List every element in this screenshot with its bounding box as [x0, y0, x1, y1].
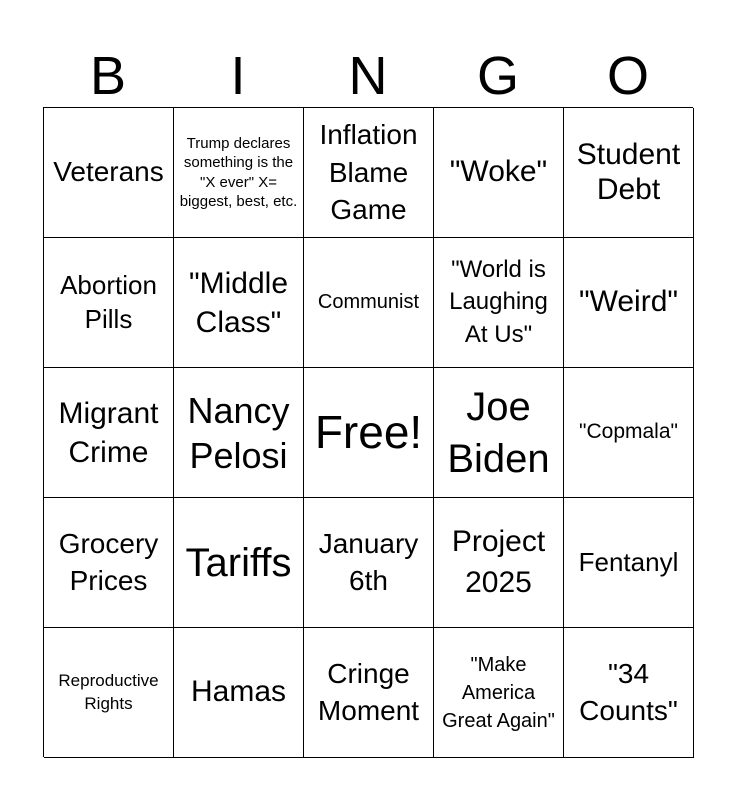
- cell-text: Fentanyl: [578, 546, 679, 577]
- bingo-cell[interactable]: [174, 108, 304, 238]
- cell-text: "34 Counts": [579, 658, 678, 726]
- bingo-cell[interactable]: [44, 498, 174, 628]
- cell-text: Grocery Prices: [58, 528, 159, 596]
- cell-text: "Make America Great Again": [442, 653, 555, 732]
- bingo-card: [43, 107, 693, 757]
- bingo-cell[interactable]: [44, 368, 174, 498]
- cell-text: Joe Biden: [447, 384, 550, 481]
- bingo-cell[interactable]: [304, 108, 434, 238]
- cell-text: Project 2025: [451, 525, 546, 599]
- bingo-cell[interactable]: [44, 238, 174, 368]
- cell-text: January 6th: [318, 528, 419, 596]
- cell-text: "Middle Class": [188, 266, 289, 339]
- header-letter-i: I: [230, 46, 246, 106]
- bingo-cell[interactable]: [304, 628, 434, 758]
- header-letter-g: G: [476, 46, 519, 106]
- cell-text: Reproductive Rights: [58, 670, 159, 713]
- cell-text: Cringe Moment: [317, 658, 420, 726]
- cell-text: Veterans: [53, 156, 164, 188]
- cell-text: "Weird": [578, 285, 679, 319]
- free-space: Free!: [314, 406, 423, 459]
- bingo-cell[interactable]: [564, 628, 694, 758]
- header-letter-n: N: [348, 46, 388, 106]
- bingo-header: [43, 44, 693, 108]
- bingo-cell[interactable]: [304, 498, 434, 628]
- cell-text: Inflation Blame Game: [319, 118, 418, 226]
- bingo-cell[interactable]: [174, 628, 304, 758]
- cell-text: Trump declares something is the "X ever" X= biggest, best, etc.: [179, 134, 298, 210]
- cell-text: Migrant Crime: [58, 396, 159, 469]
- cell-text: Nancy Pelosi: [187, 389, 290, 476]
- bingo-cell[interactable]: [44, 108, 174, 238]
- bingo-cell[interactable]: [174, 498, 304, 628]
- cell-text: Communist: [317, 291, 420, 313]
- bingo-cell[interactable]: [44, 628, 174, 758]
- bingo-cell[interactable]: [434, 498, 564, 628]
- bingo-cell[interactable]: [174, 368, 304, 498]
- cell-text: Tariffs: [185, 540, 292, 585]
- header-letter-o: O: [606, 46, 649, 106]
- cell-text: Hamas: [190, 675, 287, 709]
- cell-text: "Woke": [449, 155, 548, 189]
- cell-text: "World is Laughing At Us": [449, 255, 548, 348]
- bingo-cell[interactable]: [564, 108, 694, 238]
- bingo-cell[interactable]: [304, 238, 434, 368]
- bingo-cell[interactable]: [564, 498, 694, 628]
- bingo-cell[interactable]: [434, 108, 564, 238]
- bingo-cell[interactable]: [304, 368, 434, 498]
- cell-text: Student Debt: [576, 138, 681, 206]
- bingo-cell[interactable]: [174, 238, 304, 368]
- bingo-cell[interactable]: [434, 628, 564, 758]
- bingo-cell[interactable]: [564, 368, 694, 498]
- bingo-cell[interactable]: [434, 368, 564, 498]
- cell-text: Abortion Pills: [60, 269, 157, 334]
- header-letter-b: B: [89, 46, 127, 106]
- cell-text: "Copmala": [579, 420, 678, 444]
- bingo-cell[interactable]: [434, 238, 564, 368]
- bingo-cell[interactable]: [564, 238, 694, 368]
